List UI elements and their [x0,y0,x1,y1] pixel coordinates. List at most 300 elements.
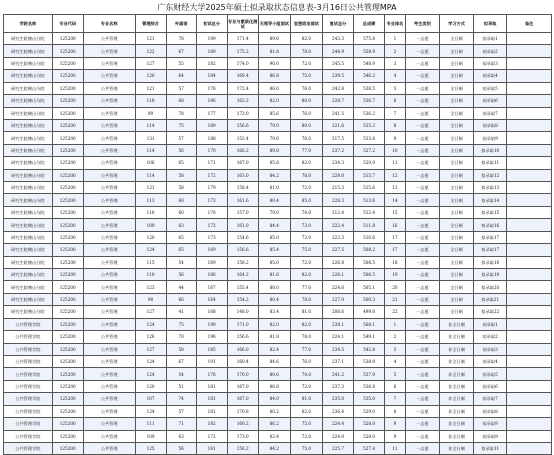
table-cell: 500.3 [354,293,385,305]
table-cell: 125200 [52,70,83,82]
table-cell: 196 [196,331,227,343]
table-cell: 106 [135,157,166,169]
table-cell: 172 [196,219,227,231]
table-cell: 研究生院佛山分院 [4,219,53,231]
table-cell: 全日制 [439,231,473,243]
table-cell: 86.8 [258,70,290,82]
table-cell: 公共管理 [83,405,135,417]
table-cell: 208.6 [322,306,353,318]
table-cell: 公共管理学院 [4,355,53,367]
table-cell: 84.6 [258,355,290,367]
table-cell: 125200 [52,256,83,268]
table-cell: 公共管理 [83,57,135,69]
table-cell: 125200 [52,219,83,231]
table-cell: 非全日制 [439,393,473,405]
table-cell: 156.2 [227,442,258,454]
table-cell [507,244,552,256]
table-cell: 研究生院佛山分院 [4,231,53,243]
table-cell: 125200 [52,119,83,131]
table-cell: 533.8 [354,132,385,144]
table-cell: 79.6 [258,132,290,144]
table-row [4,144,552,156]
table-cell: 82.0 [290,33,322,45]
table-cell: 75.0 [290,244,322,256]
table-cell [507,256,552,268]
table-cell: 一志愿 [405,95,439,107]
table-cell [507,194,552,206]
table-cell: 226.1 [322,269,353,281]
table-cell: 拟录取5 [474,368,507,380]
table-cell: 224.4 [322,418,353,430]
table-cell: 172 [196,169,227,181]
table-cell: 67 [166,355,196,367]
table-cell: 89.6 [258,33,290,45]
table-cell: 85.0 [258,231,290,243]
table-cell: 199 [196,318,227,330]
table-cell: 156.6 [227,119,258,131]
table-cell: 11 [385,157,406,169]
column-header: 外国语 [166,15,196,33]
table-cell: 研究生院佛山分院 [4,194,53,206]
table-cell [507,206,552,218]
table-cell: 拟录取1 [474,318,507,330]
table-cell: 241.5 [322,107,353,119]
table-cell: 171.0 [227,318,258,330]
table-cell: 拟录取9 [474,132,507,144]
table-cell: 82.4 [258,343,290,355]
table-cell: 125200 [52,405,83,417]
table-cell: 81.8 [258,331,290,343]
table-cell: 505.1 [354,281,385,293]
table-cell: 拟录取4 [474,70,507,82]
table-cell [507,119,552,131]
table-cell: 82.0 [258,95,290,107]
table-cell: 全日制 [439,256,473,268]
table-cell: 研究生院佛山分院 [4,82,53,94]
table-cell: 一志愿 [405,82,439,94]
table-cell: 56 [166,269,196,281]
table-cell: 528.0 [354,418,385,430]
table-cell: 542.8 [354,343,385,355]
table-cell: 58 [166,169,196,181]
table-cell: 拟录取14 [474,194,507,206]
table-cell: 120 [135,380,166,392]
table-cell: 81.8 [258,45,290,57]
table-cell: 公共管理学院 [4,318,53,330]
table-cell: 公共管理 [83,418,135,430]
table-cell: 非全日制 [439,442,473,454]
table-cell: 非全日制 [439,368,473,380]
table-cell: 125200 [52,281,83,293]
table-cell: 513.6 [354,194,385,206]
table-cell: 235.0 [322,393,353,405]
table-cell: 拟录取15 [474,206,507,218]
table-cell: 125200 [52,244,83,256]
table-cell: 120 [135,231,166,243]
table-cell: 126 [135,331,166,343]
table-cell: 一志愿 [405,169,439,181]
table-cell: 245.5 [322,57,353,69]
table-cell: 66 [166,293,196,305]
table-cell: 一志愿 [405,256,439,268]
table-cell: 一志愿 [405,281,439,293]
table-cell: 拟录取17 [474,231,507,243]
table-cell: 88.0 [258,281,290,293]
table-cell: 82.4 [258,430,290,442]
table-cell: 一志愿 [405,194,439,206]
table-cell: 125200 [52,45,83,57]
table-cell: 全日制 [439,95,473,107]
table-cell: 研究生院佛山分院 [4,244,53,256]
table-row [4,306,552,318]
table-cell: 全日制 [439,119,473,131]
table-cell: 169 [196,244,227,256]
table-row [4,355,552,367]
table-cell: 公共管理 [83,430,135,442]
table-cell: 121 [135,182,166,194]
table-cell [507,144,552,156]
column-header: 专业名称 [83,15,135,33]
table-cell: 拟录取8 [474,119,507,131]
table-cell: 155.4 [227,281,258,293]
table-cell: 161.6 [227,194,258,206]
table-row [4,33,552,45]
table-cell: 189 [196,45,227,57]
table-cell: 一志愿 [405,293,439,305]
table-cell: 一志愿 [405,70,439,82]
table-cell [507,107,552,119]
table-cell: 公共管理 [83,231,135,243]
table-cell: 82.0 [290,318,322,330]
table-cell: 研究生院佛山分院 [4,281,53,293]
table-cell: 188 [196,132,227,144]
table-cell: 一志愿 [405,269,439,281]
column-header: 学院名称 [4,15,53,33]
table-cell: 18 [385,256,406,268]
table-cell: 63 [166,219,196,231]
table-cell: 公共管理学院 [4,343,53,355]
table-cell: 80.0 [290,119,322,131]
table-cell: 研究生院佛山分院 [4,45,53,57]
table-cell [507,405,552,417]
table-cell: 546.2 [354,70,385,82]
table-cell: 拟录取4 [474,355,507,367]
table-cell: 238.1 [322,318,353,330]
table-row [4,119,552,131]
table-cell: 182 [196,57,227,69]
table-cell: 公共管理 [83,368,135,380]
table-cell: 125200 [52,169,83,181]
table-row [4,256,552,268]
table-cell: 175.2 [227,45,258,57]
table-cell: 237.3 [322,380,353,392]
table-cell: 125200 [52,33,83,45]
table-cell: 公共管理 [83,256,135,268]
table-cell: 拟录取2 [474,45,507,57]
table-cell: 181 [196,442,227,454]
table-cell: 535.0 [354,393,385,405]
table-cell: 非全日制 [439,430,473,442]
table-cell: 一志愿 [405,318,439,330]
table-cell: 研究生院佛山分院 [4,132,53,144]
table-cell: 一志愿 [405,405,439,417]
table-row [4,269,552,281]
table-cell: 199 [196,33,227,45]
table-cell: 226.8 [322,256,353,268]
table-cell: 242.8 [322,82,353,94]
table-cell: 156.6 [227,331,258,343]
table-cell: 125200 [52,194,83,206]
table-cell: 172.4 [227,82,258,94]
table-cell: 研究生院佛山分院 [4,57,53,69]
table-cell [507,182,552,194]
table-cell: 57 [166,132,196,144]
table-cell: 86.0 [258,82,290,94]
table-cell: 169 [196,256,227,268]
table-cell: 125200 [52,331,83,343]
table-cell: 1 [385,33,406,45]
table-cell: 8 [385,405,406,417]
table-cell: 111 [135,418,166,430]
table-cell: 189 [196,119,227,131]
table-cell: 公共管理学院 [4,393,53,405]
table-cell [507,33,552,45]
table-cell: 222.3 [322,231,353,243]
table-cell: 120 [135,70,166,82]
table-cell [507,306,552,318]
table-cell: 170.8 [227,405,258,417]
table-row [4,331,552,343]
table-cell: 公共管理 [83,82,135,94]
table-row [4,231,552,243]
table-cell: 公共管理 [83,393,135,405]
table-cell: 125200 [52,182,83,194]
table-cell: 81.0 [290,393,322,405]
table-cell: 549.1 [354,331,385,343]
table-cell: 125200 [52,293,83,305]
table-cell: 拟录取9 [474,418,507,430]
table-cell: 173.0 [227,107,258,119]
table-cell: 76.0 [290,107,322,119]
table-row [4,182,552,194]
table-cell: 全日制 [439,182,473,194]
table-cell [507,380,552,392]
table-cell: 89.8 [258,144,290,156]
table-cell [507,293,552,305]
table-cell: 90.0 [258,57,290,69]
table-cell: 全日制 [439,169,473,181]
table-cell: 227.5 [322,244,353,256]
table-cell [507,368,552,380]
table-cell: 154.6 [227,231,258,243]
table-cell: 研究生院佛山分院 [4,33,53,45]
table-row [4,343,552,355]
table-cell: 公共管理 [83,157,135,169]
table-cell: 拟录取1 [474,33,507,45]
table-cell: 75.0 [290,418,322,430]
table-cell: 全日制 [439,194,473,206]
table-cell: 179 [196,182,227,194]
table-cell: 公共管理 [83,219,135,231]
table-cell: 75.0 [290,442,322,454]
table-cell: 185 [196,343,227,355]
page-title: 广东财经大学2025年硕士拟录取状态信息表-3月16日公共管理MPA [157,3,397,12]
table-cell: 181 [196,380,227,392]
table-row [4,169,552,181]
table-cell: 121 [135,82,166,94]
table-cell: 全日制 [439,107,473,119]
table-cell: 127 [135,57,166,69]
table-cell: 一志愿 [405,157,439,169]
table-cell: 131 [135,132,166,144]
table-row [4,132,552,144]
table-cell: 51 [166,380,196,392]
table-cell: 79.0 [258,206,290,218]
table-cell [507,343,552,355]
table-cell: 9 [385,132,406,144]
table-cell: 研究生院佛山分院 [4,95,53,107]
table-cell: 568.1 [354,318,385,330]
table-cell: 一志愿 [405,393,439,405]
table-cell: 125200 [52,95,83,107]
table-cell: 6 [385,380,406,392]
table-row [4,194,552,206]
table-cell: 全日制 [439,70,473,82]
table-cell: 44 [166,281,196,293]
table-cell: 164.2 [227,269,258,281]
table-cell: 拟录取8 [474,405,507,417]
table-cell: 99 [135,107,166,119]
table-cell: 14 [385,194,406,206]
table-row [4,244,552,256]
table-cell: 公共管理 [83,95,135,107]
table-cell: 一志愿 [405,355,439,367]
table-cell: 58 [166,182,196,194]
table-cell [507,57,552,69]
table-cell: 114 [135,144,166,156]
table-cell: 公共管理 [83,144,135,156]
table-cell: 114 [135,169,166,181]
table-cell: 全日制 [439,244,473,256]
table-cell: 78.0 [290,169,322,181]
table-cell: 166 [196,269,227,281]
table-cell: 125200 [52,157,83,169]
table-cell: 一志愿 [405,132,439,144]
table-cell: 研究生院佛山分院 [4,157,53,169]
table-cell: 10 [385,144,406,156]
table-cell: 125200 [52,418,83,430]
table-cell: 全日制 [439,82,473,94]
table-cell: 122 [135,45,166,57]
table-cell: 一志愿 [405,33,439,45]
table-cell: 244.9 [322,45,353,57]
table-cell: 538.9 [354,355,385,367]
table-cell: 125200 [52,343,83,355]
table-cell [507,70,552,82]
table-cell: 72.0 [290,231,322,243]
table-cell: 80.0 [290,95,322,107]
table-cell: 7 [385,107,406,119]
table-cell: 公共管理 [83,132,135,144]
table-cell: 157.0 [227,206,258,218]
table-cell: 22 [385,306,406,318]
table-cell: 研究生院佛山分院 [4,269,53,281]
table-cell: 公共管理学院 [4,442,53,454]
table-cell: 全日制 [439,132,473,144]
table-cell: 41 [166,306,196,318]
table-cell: 16 [385,219,406,231]
table-cell: 113 [135,194,166,206]
table-cell: 3 [385,57,406,69]
table-cell: 107 [135,393,166,405]
table-cell: 78 [166,33,196,45]
table-cell: 拟录取7 [474,107,507,119]
table-cell: 公共管理 [83,169,135,181]
table-cell: 127 [135,306,166,318]
table-cell: 125200 [52,442,83,454]
table-row [4,293,552,305]
table-cell: 77.0 [290,144,322,156]
table-cell: 83.4 [258,306,290,318]
table-cell: 174.0 [227,57,258,69]
table-cell: 非全日制 [439,331,473,343]
table-cell: 拟录取3 [474,343,507,355]
table-cell: 65 [166,231,196,243]
table-cell: 一志愿 [405,107,439,119]
table-cell: 85.4 [258,244,290,256]
table-cell: 115 [135,256,166,268]
table-cell: 拟录取12 [474,169,507,181]
table-cell: 148.0 [227,306,258,318]
table-cell: 一志愿 [405,306,439,318]
table-cell: 234.5 [322,343,353,355]
table-cell: 拟录取11 [474,157,507,169]
table-cell: 公共管理 [83,331,135,343]
table-cell: 3 [385,343,406,355]
table-cell: 公共管理 [83,355,135,367]
table-cell: 227.0 [322,293,353,305]
table-cell: 一志愿 [405,380,439,392]
table-cell: 125200 [52,380,83,392]
table-cell: 研究生院佛山分院 [4,119,53,131]
table-cell: 124 [135,368,166,380]
table-cell: 公共管理 [83,269,135,281]
table-cell: 56 [166,442,196,454]
table-cell: 全日制 [439,144,473,156]
table-cell: 125200 [52,430,83,442]
table-cell: 186 [196,95,227,107]
table-cell: 84.2 [258,169,290,181]
table-cell: 153.4 [227,132,258,144]
table-cell: 123 [135,281,166,293]
table-row [4,318,552,330]
table-cell: 124 [135,355,166,367]
table-cell: 一志愿 [405,119,439,131]
table-cell: 公共管理学院 [4,430,53,442]
table-cell: 4 [385,70,406,82]
table-cell: 非全日制 [439,405,473,417]
table-cell: 拟录取18 [474,256,507,268]
table-cell: 228.0 [322,169,353,181]
table-cell [507,281,552,293]
table-cell: 公共管理 [83,70,135,82]
table-cell: 118 [135,206,166,218]
table-cell: 63 [166,430,196,442]
table-cell: 529.0 [354,405,385,417]
table-cell: 一志愿 [405,45,439,57]
table-cell: 154.2 [227,293,258,305]
table-cell: 2 [385,331,406,343]
